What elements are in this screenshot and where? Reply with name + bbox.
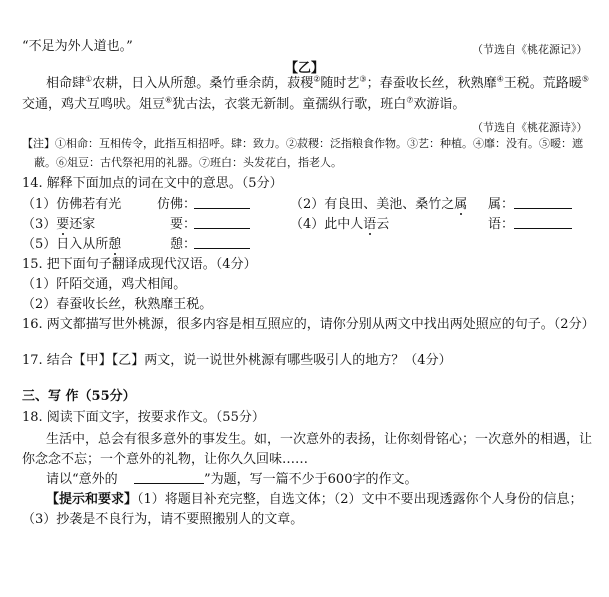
q14-item-4: （4）此中人语云	[290, 217, 390, 232]
q14-word-2: 属：	[488, 197, 515, 212]
q14-item-3: （3）要还家	[22, 217, 96, 232]
requirements-text: （1）将题目补充完整，自选文体；（2）文中不要出现透露你个人身份的信息；	[137, 492, 583, 507]
source-b: （节选自《桃花源诗》）	[472, 121, 588, 134]
dotted-word: 要	[56, 217, 70, 232]
footnote-mark: ⑥	[165, 95, 173, 105]
footnote-mark: ⑦	[406, 95, 414, 105]
answer-blank-5[interactable]	[194, 236, 250, 249]
q14-word-1: 仿佛：	[157, 197, 197, 212]
q14-word-3: 要：	[170, 217, 197, 232]
q18-paragraph-3-start: 请以“意外的	[46, 472, 118, 487]
source-a: （节选自《桃花源记》）	[472, 43, 588, 56]
q14-item-1: （1）仿佛若有光	[22, 197, 122, 212]
q16: 16. 两文都描写世外桃源，很多内容是相互照应的，请你分别从两文中找出两处照应的句子。（2分）	[22, 317, 595, 332]
dotted-word: 属	[454, 197, 468, 212]
notes-line-2: 蔽。⑥俎豆：古代祭祀用的礼器。⑦班白：头发花白，指老人。	[34, 156, 342, 169]
q18-requirements-2: （3）抄袭是不良行为，请不要照搬别人的文章。	[22, 512, 304, 527]
answer-blank-2[interactable]	[514, 196, 572, 209]
poem-line-1	[46, 75, 589, 93]
footnote-mark: ①	[85, 74, 93, 84]
q18-paragraph-1: 生活中，总会有很多意外的事发生。如，一次意外的表扬，让你刻骨铭心；一次意外的相遇，让	[46, 432, 593, 447]
answer-blank-1[interactable]	[194, 196, 250, 209]
q18-requirements	[46, 491, 583, 509]
dotted-word: 憩	[108, 237, 122, 252]
poem-text: 王税。荒路暧	[503, 76, 582, 91]
q15-title: 15. 把下面句子翻译成现代汉语。（4分）	[22, 257, 257, 272]
q15-item-2: （2）春蚕收长丝，秋熟靡王税。	[22, 297, 213, 312]
q18-paragraph-2: 你念念不忘；一个意外的礼物，让你久久回味……	[22, 452, 309, 467]
poem-text: 相命肆	[46, 76, 86, 91]
dotted-word: 语	[363, 217, 377, 232]
q18-title: 18. 阅读下面文字，按要求作文。（55分）	[22, 410, 265, 425]
notes-line-1: 【注】①相命：互相传令，此指互相招呼。肆：致力。②菽稷：泛指粮食作物。③艺：种植。④靡：没有。⑤暧：遮	[22, 137, 583, 150]
poem-text: ；春蚕收长丝，秋熟靡	[366, 76, 497, 91]
poem-line-2	[22, 96, 465, 114]
poem-text: 随时艺	[320, 76, 360, 91]
footnote-mark: ②	[313, 74, 321, 84]
q14-word-5: 憩：	[170, 237, 197, 252]
poem-text: 犹古法，衣裳无新制。童孺纵行歌，班白	[172, 97, 407, 112]
footnote-mark: ③	[359, 74, 367, 84]
q17: 17. 结合【甲】【乙】两文，说一说世外桃源有哪些吸引人的地方？（4分）	[22, 353, 452, 368]
q15-item-1: （1）阡陌交通，鸡犬相闻。	[22, 277, 187, 292]
quote-end: “不足为外人道也。”	[22, 39, 133, 54]
q14-title: 14. 解释下面加点的词在文中的意思。（5分）	[22, 176, 283, 191]
q14-item-2: （2）有良田、美池、桑竹之属	[290, 197, 468, 212]
q14-item-5: （5）日入从所憩	[22, 237, 122, 252]
footnote-mark: ④	[496, 74, 504, 84]
section-3-heading: 三、写 作（55分）	[22, 389, 136, 404]
section-b-title: 【乙】	[284, 61, 324, 76]
title-blank[interactable]	[134, 471, 204, 484]
poem-text: 农耕，日入从所憩。桑竹垂余荫，菽稷	[92, 76, 314, 91]
requirements-label: 【提示和要求】	[46, 492, 138, 507]
poem-text: 交通，鸡犬互鸣吠。俎豆	[22, 97, 166, 112]
answer-blank-4[interactable]	[514, 216, 572, 229]
poem-text: 欢游诣。	[413, 97, 466, 112]
q18-paragraph-3-end: ”为题，写一篇不少于600字的作文。	[204, 472, 418, 487]
answer-blank-3[interactable]	[194, 216, 250, 229]
q14-word-4: 语：	[488, 217, 515, 232]
footnote-mark: ⑤	[581, 74, 589, 84]
